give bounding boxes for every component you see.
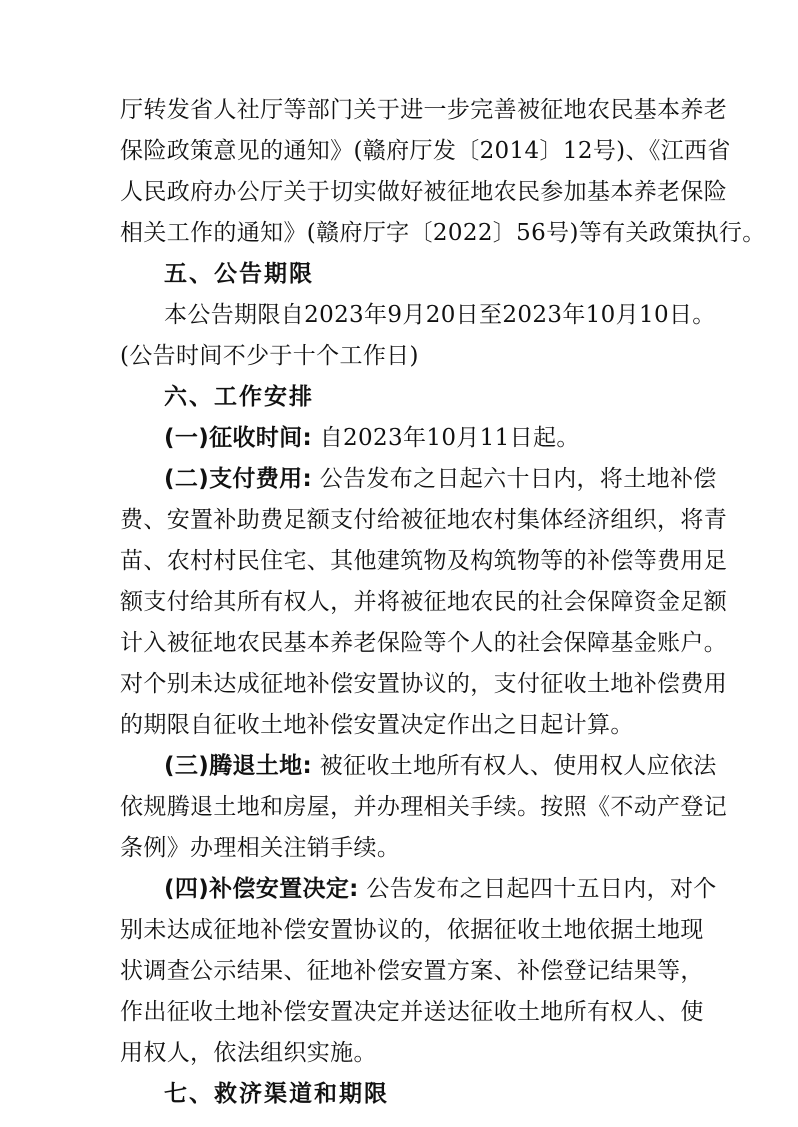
body-line: 计入被征地农民基本养老保险等个人的社会保障基金账户。 — [120, 630, 728, 656]
body-line: 依规腾退土地和房屋，并办理相关手续。按照《不动产登记 — [120, 794, 728, 820]
body-line: 别未达成征地补偿安置协议的，依据征收土地依据土地现 — [120, 917, 704, 943]
item-line — [164, 460, 717, 498]
item-label: (三)腾退土地: — [164, 753, 313, 779]
body-line: 作出征收土地补偿安置决定并送达征收土地所有权人、使 — [120, 999, 704, 1025]
body-line: 对个别未达成征地补偿安置协议的，支付征收土地补偿费用 — [120, 671, 728, 697]
body-line: 苗、农村村民住宅、其他建筑物及构筑物等的补偿等费用足 — [120, 548, 728, 574]
section-heading: 六、工作安排 — [164, 384, 314, 410]
section-heading: 七、救济渠道和期限 — [164, 1081, 389, 1107]
item-line — [164, 747, 717, 785]
item-text: 公告发布之日起六十日内，将土地补偿 — [319, 466, 717, 492]
body-line: 相关工作的通知》(赣府厅字〔2022〕56号)等有关政策执行。 — [120, 220, 766, 246]
item-line — [164, 870, 717, 908]
body-line: 费、安置补助费足额支付给被征地农村集体经济组织，将青 — [120, 507, 728, 533]
item-label: (二)支付费用: — [164, 466, 313, 492]
body-line: 本公告期限自2023年9月20日至2023年10月10日。 — [164, 302, 716, 328]
body-line: 厅转发省人社厅等部门关于进一步完善被征地农民基本养老 — [120, 97, 728, 123]
body-line: (公告时间不少于十个工作日) — [120, 343, 419, 369]
item-text: 被征收土地所有权人、使用权人应依法 — [319, 753, 717, 779]
item-label: (四)补偿安置决定: — [164, 876, 359, 902]
item-label: (一)征收时间: — [164, 425, 313, 451]
item-line — [164, 419, 700, 457]
body-line: 人民政府办公厅关于切实做好被征地农民参加基本养老保险 — [120, 179, 728, 205]
body-line: 的期限自征收土地补偿安置决定作出之日起计算。 — [120, 712, 634, 738]
section-heading: 五、公告期限 — [164, 261, 314, 287]
body-line: 条例》办理相关注销手续。 — [120, 835, 401, 861]
item-text: 自2023年10月11日起。 — [319, 425, 580, 451]
item-text: 公告发布之日起四十五日内，对个 — [366, 876, 717, 902]
body-line: 用权人，依法组织实施。 — [120, 1040, 377, 1066]
body-line: 额支付给其所有权人，并将被征地农民的社会保障资金足额 — [120, 589, 728, 615]
body-line: 状调查公示结果、征地补偿安置方案、补偿登记结果等， — [120, 958, 704, 984]
body-line: 保险政策意见的通知》(赣府厅发〔2014〕12号)、《江西省 — [120, 138, 731, 164]
